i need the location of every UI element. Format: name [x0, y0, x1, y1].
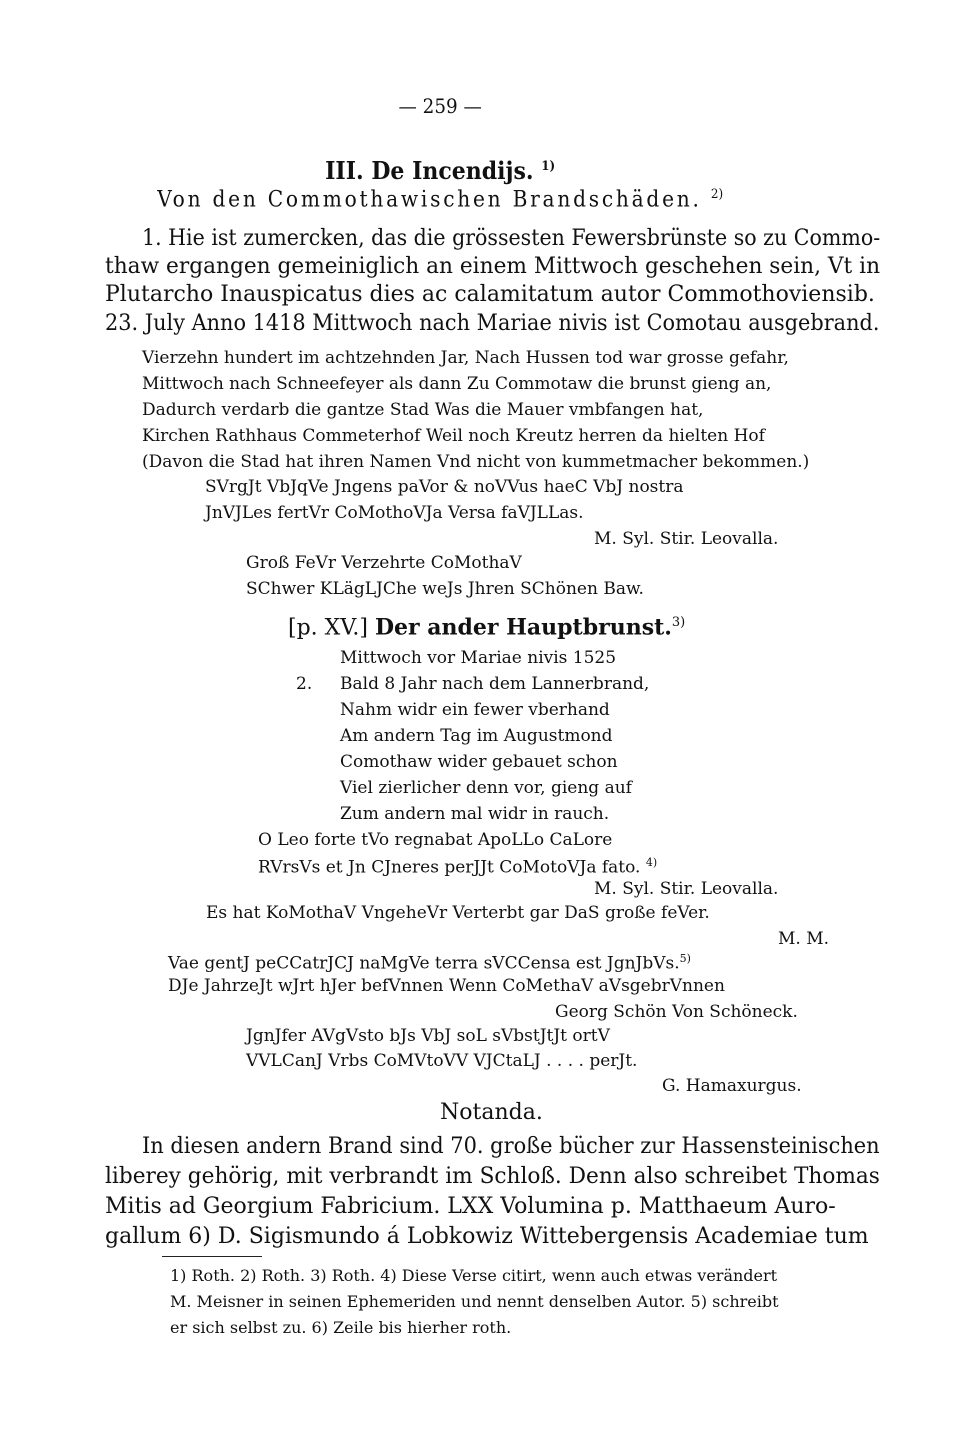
footnote-line: M. Meisner in seinen Ephemeriden und nennt denselben Autor. 5) schreibt	[170, 1292, 779, 1311]
signature: M. Syl. Stir. Leovalla.	[594, 529, 779, 549]
signature: G. Hamaxurgus.	[662, 1076, 802, 1096]
second-section-footnote: 3)	[671, 615, 686, 630]
footnote-divider	[162, 1256, 262, 1257]
page-number: — 259 —	[398, 94, 482, 118]
intro-line: 1. Hie ist zumercken, das die grössesten Fewersbrünste so zu Commo-	[142, 226, 881, 251]
date-line: Mittwoch vor Mariae nivis 1525	[340, 648, 617, 668]
second-section-title: Der ander Hauptbrunst.	[374, 614, 672, 641]
verse-line: Bald 8 Jahr nach dem Lannerbrand,	[340, 674, 650, 694]
verse-line: Zum andern mal widr in rauch.	[340, 804, 610, 824]
chronogram-text: Vae gentJ peCCatrJCJ naMgVe terra sVCCensa est JgnJbVs.	[168, 953, 680, 974]
chronogram-line: VVLCanJ Vrbs CoMVtoVV VJCtaLJ . . . . perJt.	[246, 1051, 638, 1071]
second-section-heading	[288, 616, 685, 639]
verse-line: Es hat KoMothaV VngeheVr Verterbt gar DaS große feVer.	[206, 903, 710, 923]
verse-line: (Davon die Stad hat ihren Namen Vnd nicht von kummetmacher bekommen.)	[142, 452, 810, 472]
notanda-line: In diesen andern Brand sind 70. große bücher zur Hassensteinischen	[142, 1134, 880, 1159]
signature: M. M.	[778, 929, 830, 949]
chronogram-line	[258, 857, 657, 877]
verse-number: 2.	[296, 674, 313, 694]
chronogram-line: SVrgJt VbJqVe Jngens paVor & noVVus haeC VbJ nostra	[205, 477, 684, 497]
section-subtitle-text: Von den Commothawischen Brandschäden.	[157, 187, 702, 213]
intro-line: Plutarcho Inauspicatus dies ac calamitatum autor Commothoviensib.	[105, 282, 875, 307]
couplet-line: Groß FeVr Verzehrte CoMothaV	[246, 553, 522, 573]
footnote-line: 1) Roth. 2) Roth. 3) Roth. 4) Diese Verse citirt, wenn auch etwas verändert	[170, 1266, 778, 1285]
verse-line: Dadurch verdarb die gantze Stad Was die Mauer vmbfangen hat,	[142, 400, 704, 420]
verse-line: Vierzehn hundert im achtzehnden Jar, Nach Hussen tod war grosse gefahr,	[142, 348, 789, 368]
section-title	[0, 156, 880, 185]
chronogram-line	[168, 953, 691, 973]
chronogram-line: JnVJLes fertVr CoMothoVJa Versa faVJLLas.	[205, 503, 584, 523]
intro-line: 23. July Anno 1418 Mittwoch nach Mariae nivis ist Comotau ausgebrand.	[105, 311, 880, 336]
notanda-line: liberey gehörig, mit verbrandt im Schloß. Denn also schreibet Thomas	[105, 1164, 880, 1189]
chronogram-text: RVrsVs et Jn CJneres perJJt CoMotoVJa fato.	[258, 857, 641, 878]
notanda-line: gallum 6) D. Sigismundo á Lobkowiz Wittebergensis Academiae tum	[105, 1224, 869, 1249]
verse-line: Viel zierlicher denn vor, gieng auf	[340, 778, 632, 798]
verse-line: Nahm widr ein fewer vberhand	[340, 700, 610, 720]
verse-line: Am andern Tag im Augustmond	[340, 726, 613, 746]
verse-line: Comothaw wider gebauet schon	[340, 752, 618, 772]
verse-line: Kirchen Rathhaus Commeterhof Weil noch Kreutz herren da hielten Hof	[142, 426, 765, 446]
signature: Georg Schön Von Schöneck.	[555, 1002, 798, 1022]
verse-line: Mittwoch nach Schneefeyer als dann Zu Commotaw die brunst gieng an,	[142, 374, 772, 394]
section-subtitle	[0, 188, 880, 211]
footnote-line: er sich selbst zu. 6) Zeile bis hierher roth.	[170, 1318, 512, 1337]
chronogram-footnote: 4)	[645, 856, 658, 869]
chronogram-line: O Leo forte tVo regnabat ApoLLo CaLore	[258, 830, 613, 850]
verse-line: DJe JahrzeJt wJrt hJer befVnnen Wenn CoMethaV aVsgebrVnnen	[168, 976, 725, 996]
notanda-line: Mitis ad Georgium Fabricium. LXX Volumina p. Matthaeum Auro-	[105, 1194, 836, 1219]
section-subtitle-footnote: 2)	[710, 187, 724, 202]
chronogram-footnote: 5)	[679, 952, 691, 965]
page-reference: [p. XV.]	[288, 615, 368, 641]
section-title-text: III. De Incendijs.	[325, 156, 534, 185]
signature: M. Syl. Stir. Leovalla.	[594, 879, 779, 899]
chronogram-line: JgnJfer AVgVsto bJs VbJ soL sVbstJtJt ortV	[246, 1026, 610, 1046]
section-title-footnote: 1)	[541, 159, 556, 174]
notanda-title: Notanda.	[440, 1100, 543, 1125]
intro-line: thaw ergangen gemeiniglich an einem Mittwoch geschehen sein, Vt in	[105, 254, 881, 279]
couplet-line: SChwer KLägLJChe weJs Jhren SChönen Baw.	[246, 579, 644, 599]
